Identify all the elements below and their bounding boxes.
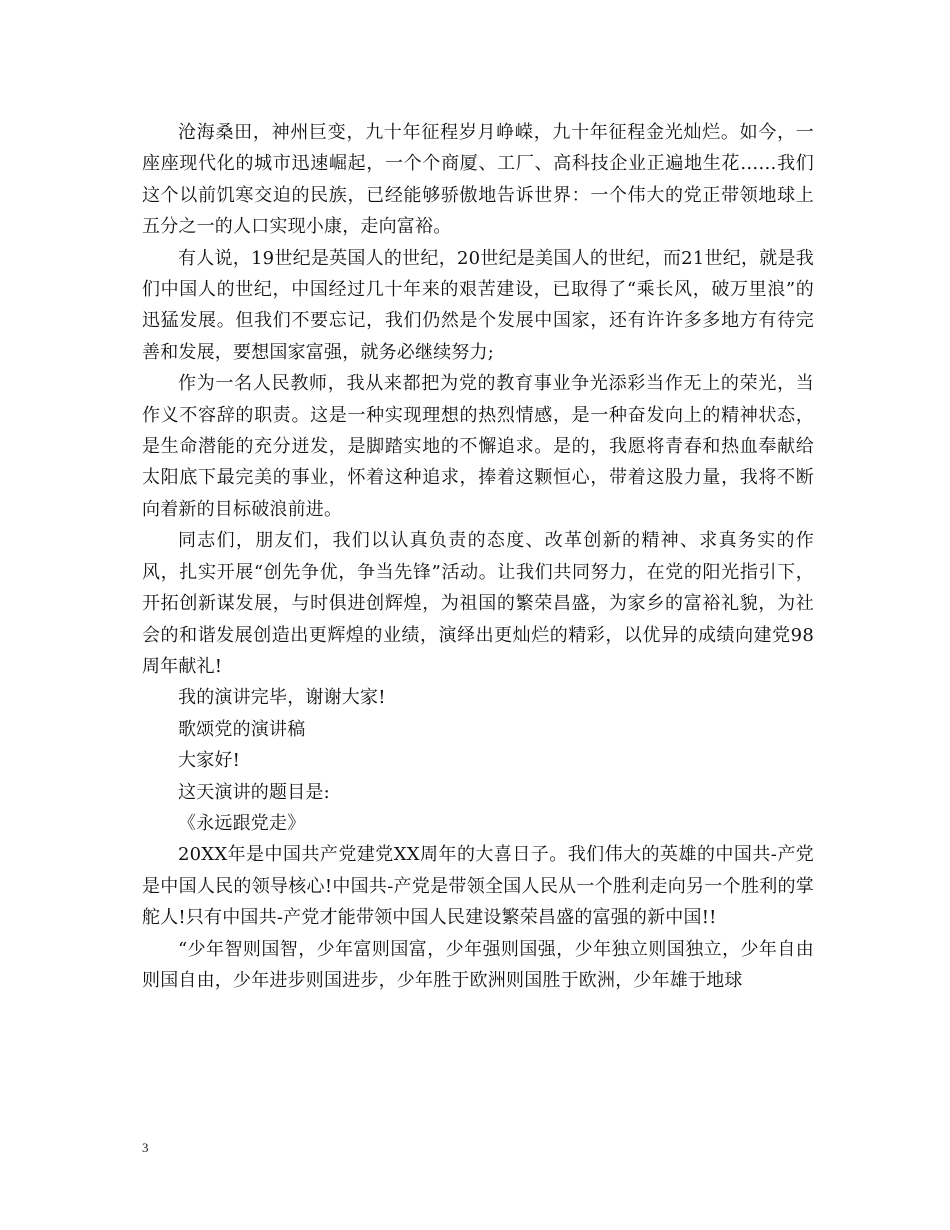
- paragraph: 同志们，朋友们，我们以认真负责的态度、改革创新的精神、求真务实的作风，扎实开展“创先争优，争当先锋”活动。让我们共同努力，在党的阳光指引下，开拓创新谋发展，与时俱进创辉煌，为祖国的繁荣昌盛，为家乡的富裕礼貌，为社会的和谐发展创造出更辉煌的业绩，演绎出更灿烂的精彩，以优异的成绩向建党98周年献礼!: [142, 530, 814, 677]
- paragraph: 我的演讲完毕，谢谢大家!: [178, 687, 386, 709]
- paragraph: “少年智则国智，少年富则国富，少年强则国强，少年独立则国独立，少年自由则国自由，少年进步则国进步，少年胜于欧洲则国胜于欧洲，少年雄于地球: [142, 938, 814, 991]
- speech-topic: 《永远跟党走》: [178, 812, 306, 834]
- document-body: [142, 117, 814, 996]
- paragraph: 作为一名人民教师，我从来都把为党的教育事业争光添彩当作无上的荣光，当作义不容辞的职责。这是一种实现理想的热烈情感，是一种奋发向上的精神状态，是生命潜能的充分迸发，是脚踏实地的不懈追求。是的，我愿将青春和热血奉献给太阳底下最完美的事业，怀着这种追求，捧着这颗恒心，带着这股力量，我将不断向着新的目标破浪前进。: [142, 373, 814, 520]
- paragraph: 20XX年是中国共产党建党XX周年的大喜日子。我们伟大的英雄的中国共-产党是中国人民的领导核心!中国共-产党是带领全国人民从一个胜利走向另一个胜利的掌舵人!只有中国共-产党才能带领中国人民建设繁荣昌盛的富强的新中国!!: [142, 844, 814, 929]
- paragraph: 这天演讲的题目是:: [178, 781, 330, 803]
- speech-title: 歌颂党的演讲稿: [178, 718, 306, 740]
- paragraph: 大家好!: [178, 750, 241, 772]
- page-number: 3: [142, 1140, 149, 1155]
- paragraph: 有人说，19世纪是英国人的世纪，20世纪是美国人的世纪，而21世纪，就是我们中国人的世纪，中国经过几十年来的艰苦建设，已取得了“乘长风，破万里浪”的迅猛发展。但我们不要忘记，我们仍然是个发展中国家，还有许许多多地方有待完善和发展，要想国家富强，就务必继续努力;: [142, 247, 814, 363]
- paragraph: 沧海桑田，神州巨变，九十年征程岁月峥嵘，九十年征程金光灿烂。如今，一座座现代化的城市迅速崛起，一个个商厦、工厂、高科技企业正遍地生花……我们这个以前饥寒交迫的民族，已经能够骄傲地告诉世界：一个伟大的党正带领地球上五分之一的人口实现小康，走向富裕。: [142, 122, 814, 238]
